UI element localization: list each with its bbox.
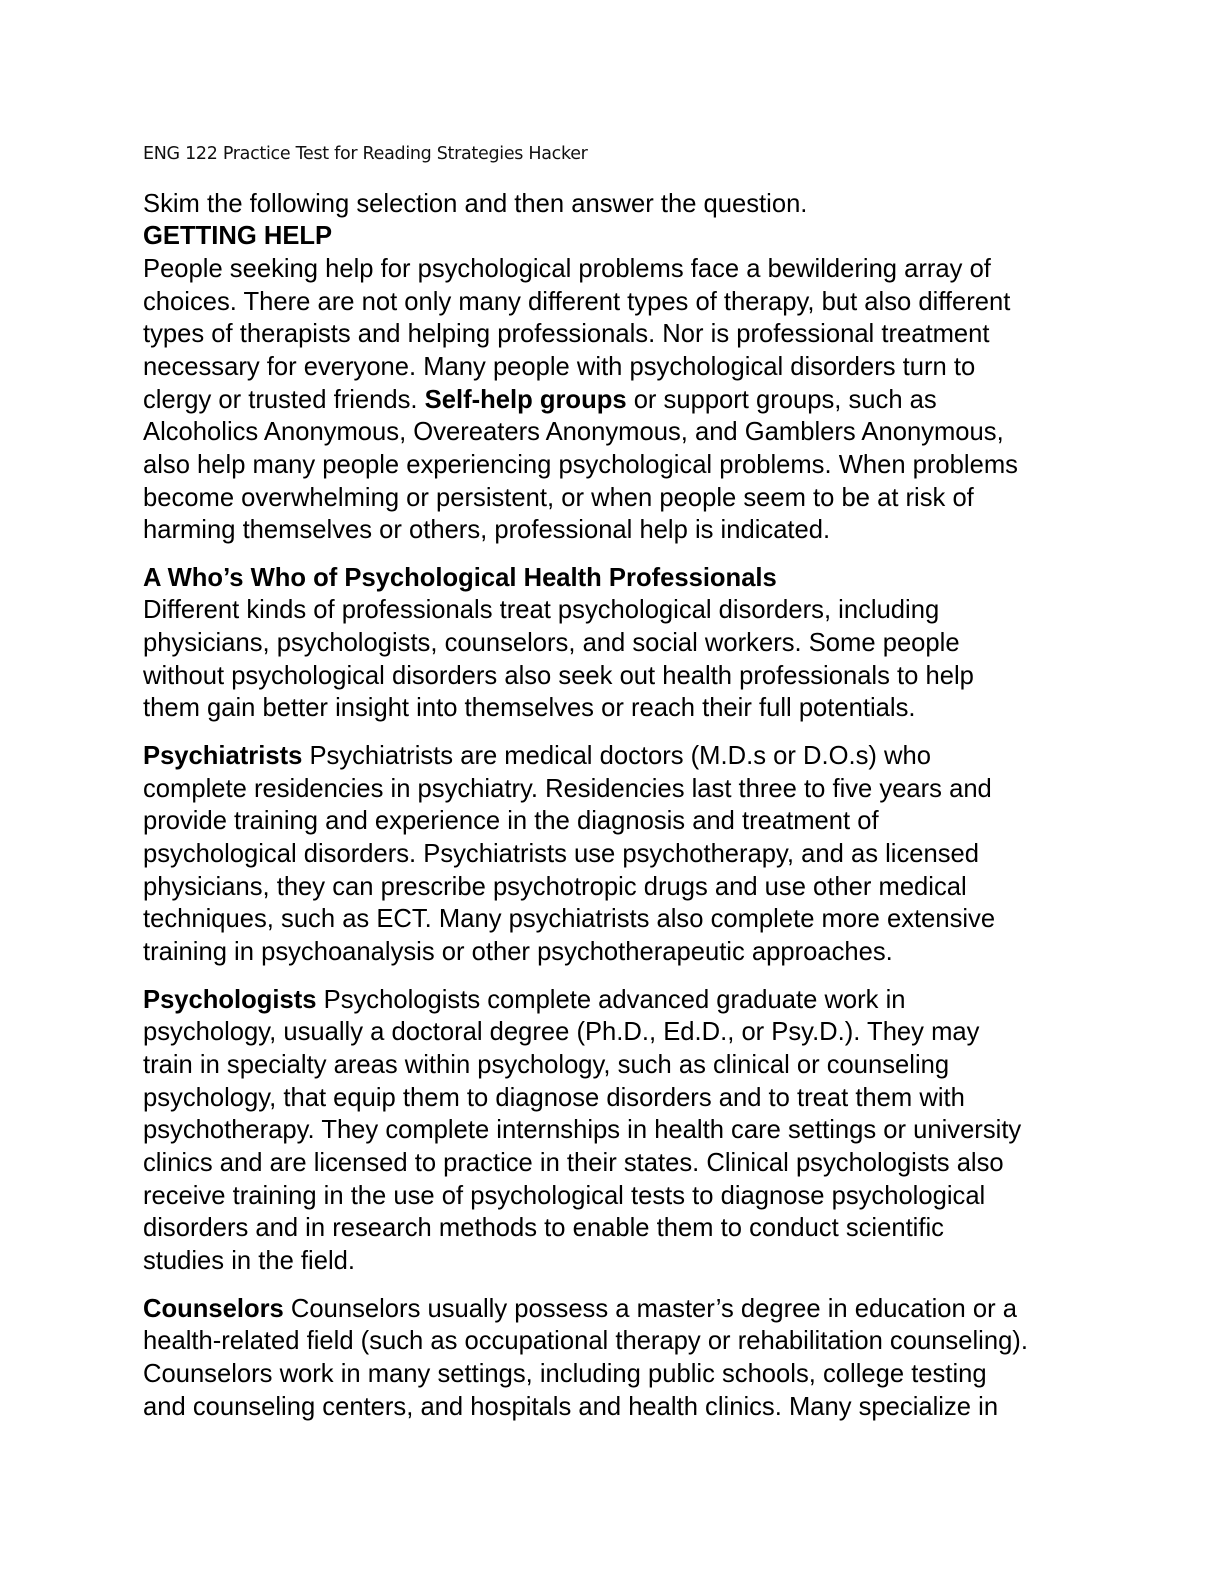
paragraph-line: train in specialty areas within psychology, such as clinical or counseling — [143, 1051, 950, 1079]
paragraph-line: clinics and are licensed to practice in their states. Clinical psychologists also — [143, 1149, 1004, 1177]
text-run: Counselors usually possess a master’s degree in education or a — [283, 1295, 1017, 1323]
paragraph-line: Alcoholics Anonymous, Overeaters Anonymous, and Gamblers Anonymous, — [143, 418, 1004, 446]
paragraph-line: harming themselves or others, professional help is indicated. — [143, 516, 831, 544]
paragraph-line — [143, 984, 906, 1016]
paragraph-line: psychotherapy. They complete internships in health care settings or university — [143, 1116, 1022, 1144]
key-term-self-help-groups: Self-help groups — [424, 386, 627, 414]
paragraph-line: physicians, psychologists, counselors, and social workers. Some people — [143, 629, 960, 657]
key-term-counselors: Counselors — [143, 1295, 284, 1323]
paragraph-line: them gain better insight into themselves or reach their full potentials. — [143, 694, 916, 722]
paragraph-line: disorders and in research methods to enable them to conduct scientific — [143, 1214, 944, 1242]
document-header: ENG 122 Practice Test for Reading Strategies Hacker — [143, 144, 588, 164]
paragraph-line: Different kinds of professionals treat psychological disorders, including — [143, 596, 940, 624]
instruction-text: Skim the following selection and then answer the question. — [143, 190, 808, 218]
paragraph-line — [143, 384, 937, 416]
paragraph-line: training in psychoanalysis or other psychotherapeutic approaches. — [143, 938, 893, 966]
paragraph-line: studies in the field. — [143, 1247, 355, 1275]
text-run: or support groups, such as — [626, 386, 937, 414]
paragraph-line: physicians, they can prescribe psychotropic drugs and use other medical — [143, 873, 967, 901]
paragraph-line: become overwhelming or persistent, or when people seem to be at risk of — [143, 484, 974, 512]
paragraph-line: health-related field (such as occupational therapy or rehabilitation counseling). — [143, 1327, 1028, 1355]
section-title: GETTING HELP — [143, 222, 333, 250]
subsection-heading: A Who’s Who of Psychological Health Professionals — [143, 564, 777, 592]
paragraph-line: and counseling centers, and hospitals and health clinics. Many specialize in — [143, 1393, 999, 1421]
paragraph-line: necessary for everyone. Many people with psychological disorders turn to — [143, 353, 976, 381]
paragraph-line: People seeking help for psychological problems face a bewildering array of — [143, 255, 991, 283]
text-run: Psychologists complete advanced graduate work in — [316, 986, 906, 1014]
text-run: Psychiatrists are medical doctors (M.D.s or D.O.s) who — [302, 742, 931, 770]
paragraph-line: complete residencies in psychiatry. Residencies last three to five years and — [143, 775, 992, 803]
paragraph-line: Counselors work in many settings, including public schools, college testing — [143, 1360, 987, 1388]
paragraph-line: receive training in the use of psychological tests to diagnose psychological — [143, 1182, 986, 1210]
paragraph-line: psychology, usually a doctoral degree (Ph.D., Ed.D., or Psy.D.). They may — [143, 1018, 980, 1046]
paragraph-line: provide training and experience in the diagnosis and treatment of — [143, 807, 879, 835]
paragraph-line: techniques, such as ECT. Many psychiatrists also complete more extensive — [143, 905, 996, 933]
paragraph-line: psychology, that equip them to diagnose disorders and to treat them with — [143, 1084, 965, 1112]
paragraph-line: types of therapists and helping professionals. Nor is professional treatment — [143, 320, 990, 348]
key-term-psychologists: Psychologists — [143, 986, 317, 1014]
paragraph-line: choices. There are not only many different types of therapy, but also different — [143, 288, 1011, 316]
paragraph-line — [143, 740, 931, 772]
key-term-psychiatrists: Psychiatrists — [143, 742, 303, 770]
text-run: clergy or trusted friends. — [143, 386, 425, 414]
paragraph-line: also help many people experiencing psychological problems. When problems — [143, 451, 1018, 479]
paragraph-line — [143, 1293, 1017, 1325]
paragraph-line: psychological disorders. Psychiatrists use psychotherapy, and as licensed — [143, 840, 980, 868]
paragraph-line: without psychological disorders also seek out health professionals to help — [143, 662, 974, 690]
